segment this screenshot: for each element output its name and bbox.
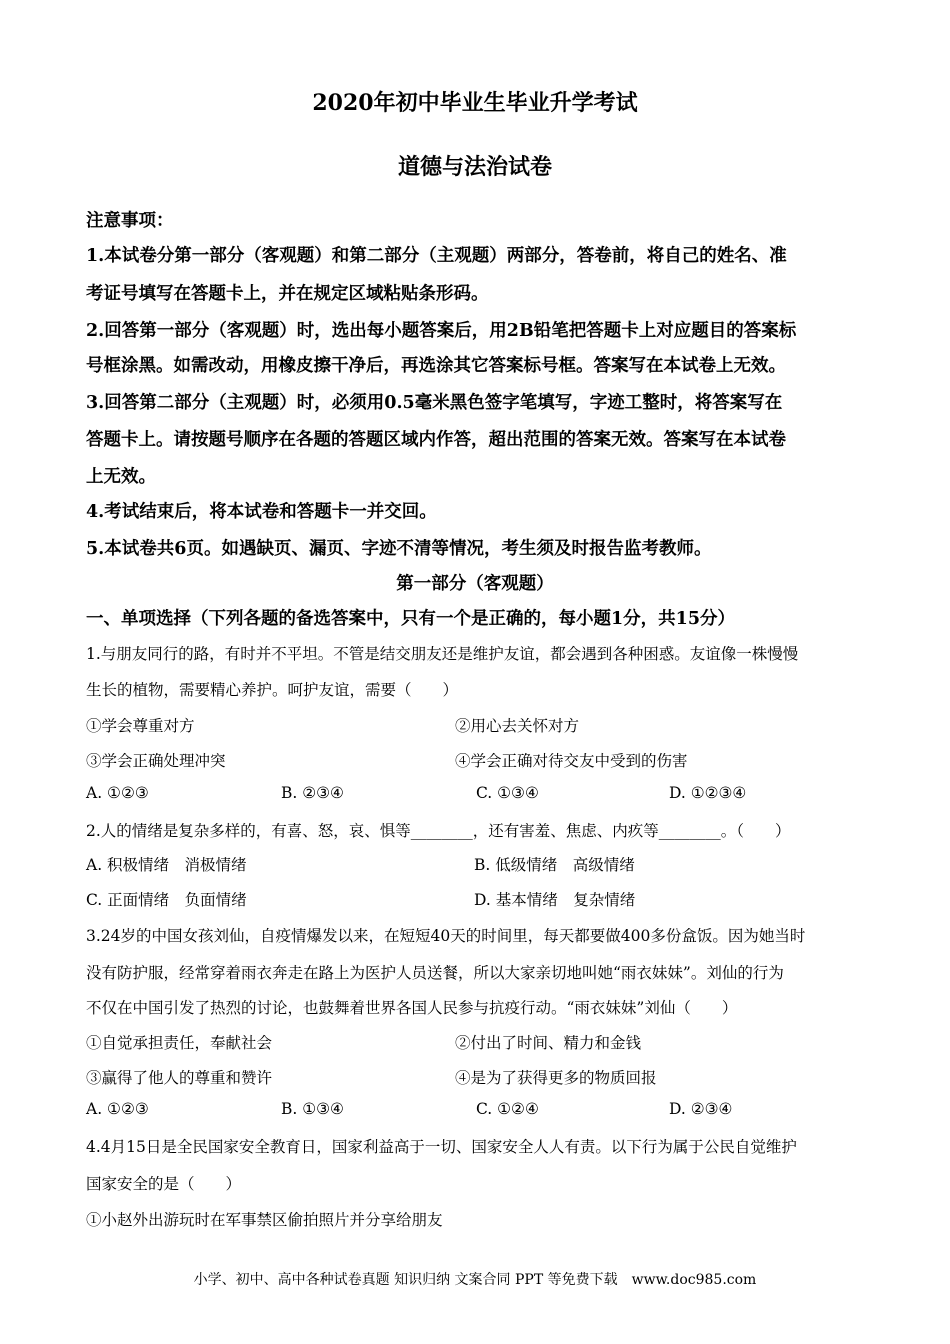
question-3-item: ③赢得了他人的尊重和赞许 [86, 1069, 273, 1087]
question-4-stem: 4.4月15日是全民国家安全教育日，国家利益高于一切、国家安全人人有责。以下行为属于公民自觉维护 [86, 1138, 797, 1156]
notice-heading: 注意事项： [86, 211, 174, 231]
question-1-stem: 生长的植物，需要精心养护。呵护友谊，需要（ ） [86, 681, 459, 699]
page-footer[interactable]: 小学、初中、高中各种试卷真题 知识归纳 文案合同 PPT 等免费下载 www.doc985.com [193, 1272, 757, 1288]
question-1-item: ②用心去关怀对方 [455, 717, 580, 735]
question-1-stem: 1.与朋友同行的路，有时并不平坦。不管是结交朋友还是维护友谊，都会遇到各种困惑。友谊像一株慢慢 [86, 645, 799, 663]
question-4-stem: 国家安全的是（ ） [86, 1175, 242, 1193]
question-2-option-d: D. 基本情绪 复杂情绪 [474, 891, 636, 909]
notice-line: 考证号填写在答题卡上，并在规定区域粘贴条形码。 [86, 284, 489, 304]
question-3-option-d: D. ②③④ [669, 1100, 733, 1118]
question-3-stem: 3.24岁的中国女孩刘仙，自疫情爆发以来，在短短40天的时间里，每天都要做400多份盒饭。因为她当时 [86, 927, 806, 945]
notice-line: 5.本试卷共6页。如遇缺页、漏页、字迹不清等情况，考生须及时报告监考教师。 [86, 539, 712, 559]
question-4-item: ①小赵外出游玩时在军事禁区偷拍照片并分享给朋友 [86, 1211, 443, 1229]
notice-line: 上无效。 [86, 467, 156, 487]
question-1-option-a: A. ①②③ [86, 784, 149, 802]
question-3-option-b: B. ①③④ [281, 1100, 344, 1118]
question-1-option-c: C. ①③④ [476, 784, 539, 802]
notice-line: 3.回答第二部分（主观题）时，必须用0.5毫米黑色签字笔填写，字迹工整时，将答案写在 [86, 393, 783, 413]
notice-line: 1.本试卷分第一部分（客观题）和第二部分（主观题）两部分，答卷前，将自己的姓名、准 [86, 246, 787, 266]
question-2-stem: 2.人的情绪是复杂多样的，有喜、怒，哀、惧等________，还有害羞、焦虑、内疚等________。（ ） [86, 822, 791, 840]
question-1-item: ④学会正确对待交友中受到的伤害 [455, 752, 688, 770]
question-3-item: ④是为了获得更多的物质回报 [455, 1069, 657, 1087]
exam-subtitle: 道德与法治试卷 [397, 154, 552, 180]
question-3-stem: 没有防护服，经常穿着雨衣奔走在路上为医护人员送餐，所以大家亲切地叫她“雨衣妹妹”。刘仙的行为 [86, 964, 784, 982]
question-2-option-a: A. 积极情绪 消极情绪 [86, 856, 247, 874]
question-3-option-a: A. ①②③ [86, 1100, 149, 1118]
exam-title: 2020年初中毕业生毕业升学考试 [312, 90, 638, 116]
question-1-option-b: B. ②③④ [281, 784, 344, 802]
question-3-stem: 不仅在中国引发了热烈的讨论，也鼓舞着世界各国人民参与抗疫行动。“雨衣妹妹”刘仙（ ） [86, 999, 738, 1017]
question-3-item: ②付出了时间、精力和金钱 [455, 1034, 642, 1052]
question-2-option-b: B. 低级情绪 高级情绪 [474, 856, 635, 874]
notice-line: 答题卡上。请按题号顺序在各题的答题区域内作答，超出范围的答案无效。答案写在本试卷 [86, 430, 786, 450]
part1-heading: 第一部分（客观题） [396, 574, 554, 594]
notice-line: 号框涂黑。如需改动，用橡皮擦干净后，再选涂其它答案标号框。答案写在本试卷上无效。 [86, 356, 786, 376]
question-1-item: ①学会尊重对方 [86, 717, 195, 735]
question-3-option-c: C. ①②④ [476, 1100, 539, 1118]
question-1-option-d: D. ①②③④ [669, 784, 747, 802]
question-3-item: ①自觉承担责任，奉献社会 [86, 1034, 273, 1052]
notice-line: 4.考试结束后，将本试卷和答题卡一并交回。 [86, 502, 437, 522]
section-heading: 一、单项选择（下列各题的备选答案中，只有一个是正确的，每小题1分，共15分） [86, 609, 736, 629]
notice-line: 2.回答第一部分（客观题）时，选出每小题答案后，用2B铅笔把答题卡上对应题目的答案标 [86, 321, 797, 341]
question-2-option-c: C. 正面情绪 负面情绪 [86, 891, 247, 909]
question-1-item: ③学会正确处理冲突 [86, 752, 226, 770]
